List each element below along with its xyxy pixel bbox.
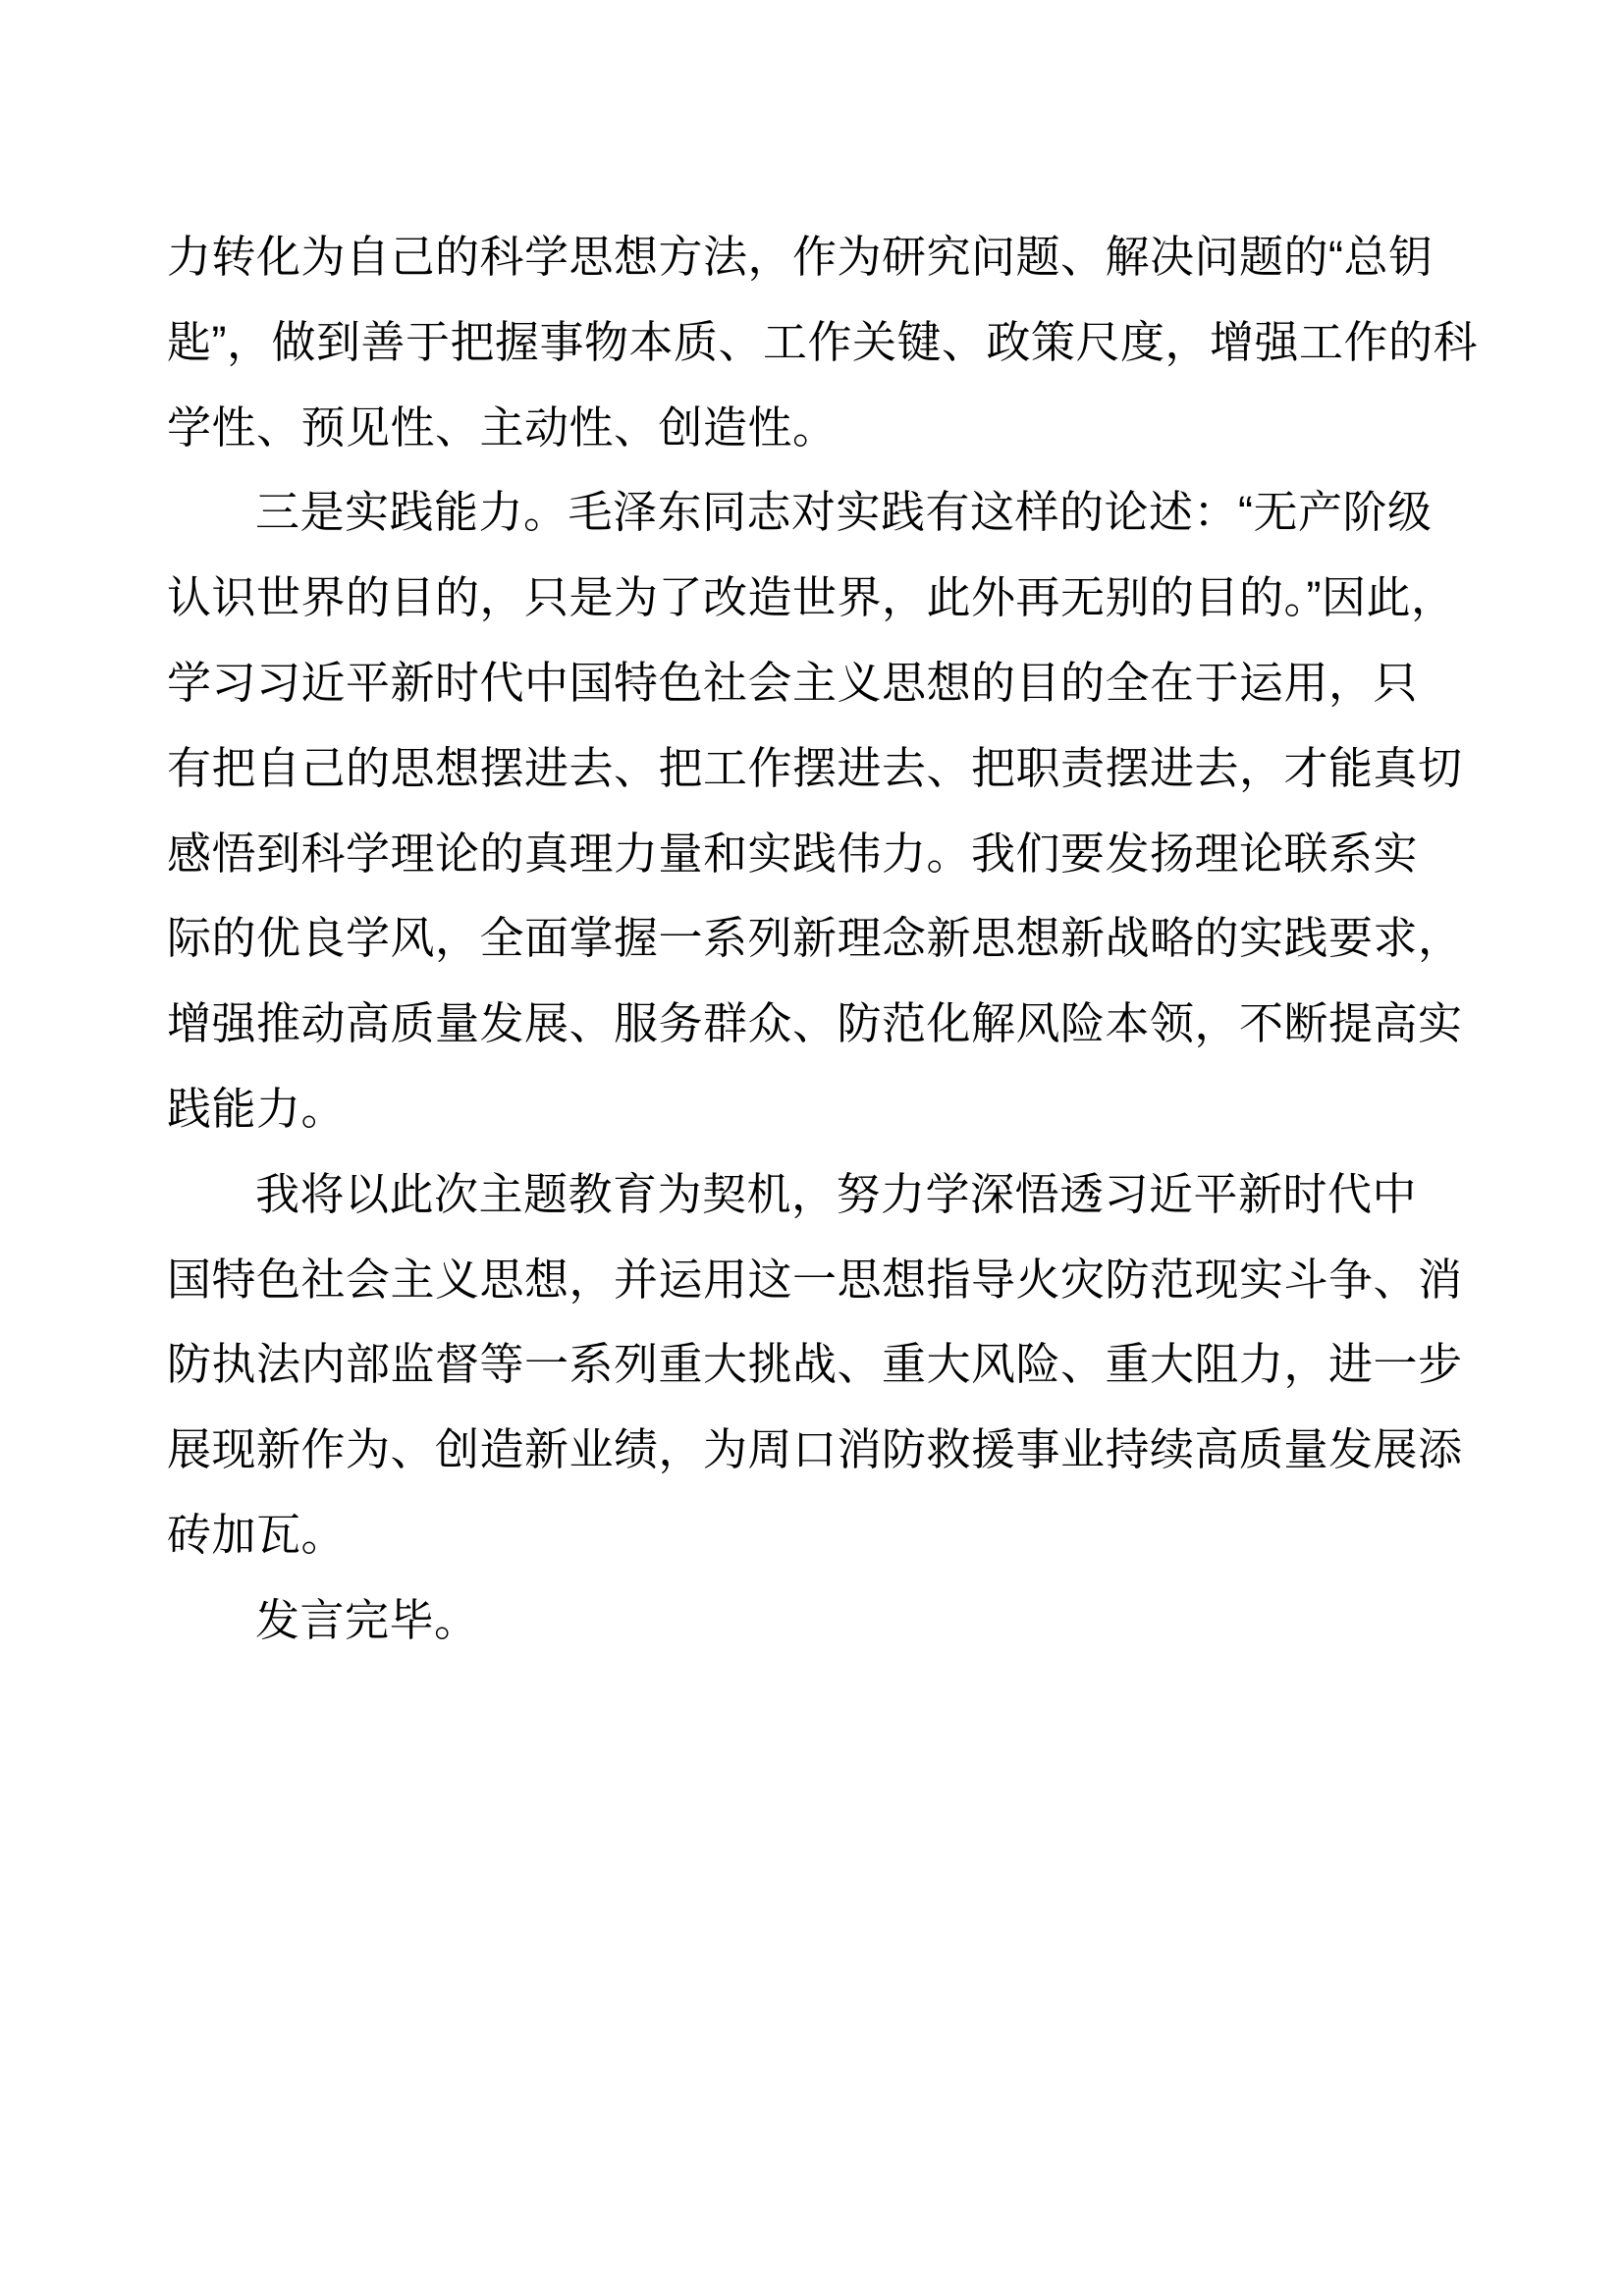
text-line: 感悟到科学理论的真理力量和实践伟力。我们要发扬理论联系实 xyxy=(167,828,1419,879)
text-line: 有把自己的思想摆进去、把工作摆进去、把职责摆进去，才能真切 xyxy=(167,742,1463,793)
text-line: 发言完毕。 xyxy=(255,1594,479,1645)
text-line: 力转化为自己的科学思想方法，作为研究问题、解决问题的“总钥 xyxy=(167,232,1434,282)
text-line: 国特色社会主义思想，并运用这一思想指导火灾防范现实斗争、消 xyxy=(167,1254,1463,1305)
text-line: 三是实践能力。毛泽东同志对实践有这样的论述：“无产阶级 xyxy=(255,487,1433,538)
text-line: 学习习近平新时代中国特色社会主义思想的目的全在于运用，只 xyxy=(167,657,1419,708)
text-line: 学性、预见性、主动性、创造性。 xyxy=(167,401,838,453)
text-line: 认识世界的目的，只是为了改造世界，此外再无别的目的。”因此， xyxy=(167,572,1456,623)
text-line: 增强推动高质量发展、服务群众、防范化解风险本领，不断提高实 xyxy=(167,998,1463,1049)
text-line: 践能力。 xyxy=(167,1083,347,1134)
text-line: 防执法内部监督等一系列重大挑战、重大风险、重大阻力，进一步 xyxy=(167,1339,1463,1390)
text-line: 砖加瓦。 xyxy=(167,1509,347,1560)
text-line: 我将以此次主题教育为契机，努力学深悟透习近平新时代中 xyxy=(255,1168,1418,1219)
text-line: 匙”，做到善于把握事物本质、工作关键、政策尺度，增强工作的科 xyxy=(167,316,1478,367)
text-block xyxy=(167,215,1478,1664)
text-line: 际的优良学风，全面掌握一系列新理念新思想新战略的实践要求， xyxy=(167,913,1463,964)
text-line: 展现新作为、创造新业绩，为周口消防救援事业持续高质量发展添 xyxy=(167,1424,1463,1475)
